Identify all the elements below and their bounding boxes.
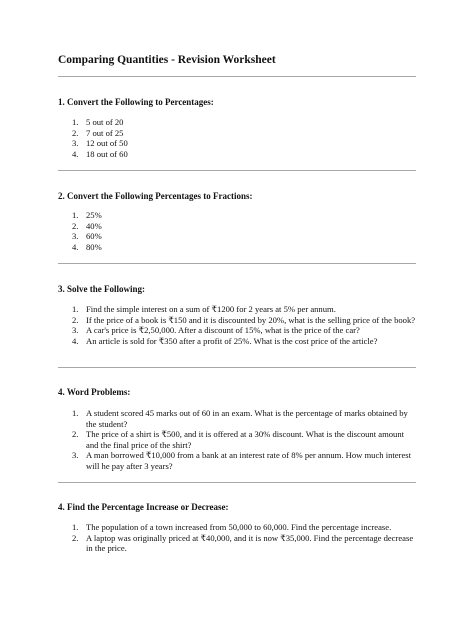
question-text: 60% <box>86 231 102 242</box>
question-item <box>72 325 418 336</box>
question-item <box>72 450 418 471</box>
question-text: 80% <box>86 241 102 252</box>
question-number: 2. <box>72 429 79 440</box>
question-item <box>72 242 418 253</box>
question-number: 2. <box>72 220 79 231</box>
divider <box>58 263 416 264</box>
question-text: An article is sold for ₹350 after a profit of 25%. What is the cost price of the article? <box>86 335 378 346</box>
question-number: 4. <box>72 335 79 346</box>
question-number: 1. <box>72 117 79 127</box>
question-text: Find the simple interest on a sum of ₹1200 for 2 years at 5% per annum. <box>86 304 336 314</box>
question-text: 7 out of 25 <box>86 127 124 138</box>
question-list <box>72 117 418 159</box>
divider <box>58 170 416 171</box>
question-text: A student scored 45 marks out of 60 in an exam. What is the percentage of marks obtained by the student? <box>86 408 408 429</box>
question-list <box>72 522 418 554</box>
question-number: 4. <box>72 241 79 252</box>
question-item <box>72 138 418 149</box>
question-text: 5 out of 20 <box>86 117 124 127</box>
question-text: If the price of a book is ₹150 and it is discounted by 20%, what is the selling price of the book? <box>86 314 416 325</box>
divider <box>58 367 416 368</box>
question-text: The price of a shirt is ₹500, and it is offered at a 30% discount. What is the discount amount and the final price of the shirt? <box>86 429 405 450</box>
question-number: 1. <box>72 522 79 532</box>
question-text: A man borrowed ₹10,000 from a bank at an interest rate of 8% per annum. How much interest will he pay after 3 years? <box>86 450 412 471</box>
question-item <box>72 231 418 242</box>
question-text: 12 out of 50 <box>86 138 128 149</box>
question-list <box>72 408 418 472</box>
question-item <box>72 221 418 232</box>
question-item <box>72 304 418 315</box>
question-number: 2. <box>72 127 79 138</box>
question-number: 3. <box>72 450 79 461</box>
section-heading: 4. Word Problems: <box>58 387 131 397</box>
divider <box>58 482 416 483</box>
question-item <box>72 117 418 128</box>
question-list <box>72 304 418 346</box>
question-item <box>72 149 418 160</box>
section-heading: 3. Solve the Following: <box>58 284 145 294</box>
question-item <box>72 408 418 429</box>
section-heading: 4. Find the Percentage Increase or Decrease: <box>58 502 229 512</box>
page-title: Comparing Quantities - Revision Worksheet <box>58 54 276 66</box>
section-heading: 1. Convert the Following to Percentages: <box>58 97 214 107</box>
question-number: 4. <box>72 148 79 159</box>
question-item <box>72 533 418 554</box>
question-item <box>72 210 418 221</box>
question-list <box>72 210 418 252</box>
question-number: 1. <box>72 210 79 220</box>
question-number: 2. <box>72 314 79 325</box>
question-number: 2. <box>72 532 79 543</box>
question-text: 40% <box>86 220 102 231</box>
question-number: 3. <box>72 138 79 149</box>
question-number: 3. <box>72 231 79 242</box>
question-text: A car's price is ₹2,50,000. After a discount of 15%, what is the price of the car? <box>86 325 360 336</box>
question-item <box>72 336 418 347</box>
question-text: The population of a town increased from 50,000 to 60,000. Find the percentage increase. <box>86 522 392 532</box>
question-item <box>72 128 418 139</box>
question-text: 18 out of 60 <box>86 148 128 159</box>
question-item <box>72 315 418 326</box>
divider <box>58 76 416 77</box>
question-number: 1. <box>72 304 79 314</box>
section-heading: 2. Convert the Following Percentages to Fractions: <box>58 191 253 201</box>
question-number: 3. <box>72 325 79 336</box>
question-text: 25% <box>86 210 102 220</box>
question-text: A laptop was originally priced at ₹40,000, and it is now ₹35,000. Find the percentage decrease in the price. <box>86 532 414 554</box>
question-item <box>72 522 418 533</box>
question-number: 1. <box>72 408 79 418</box>
question-item <box>72 429 418 450</box>
